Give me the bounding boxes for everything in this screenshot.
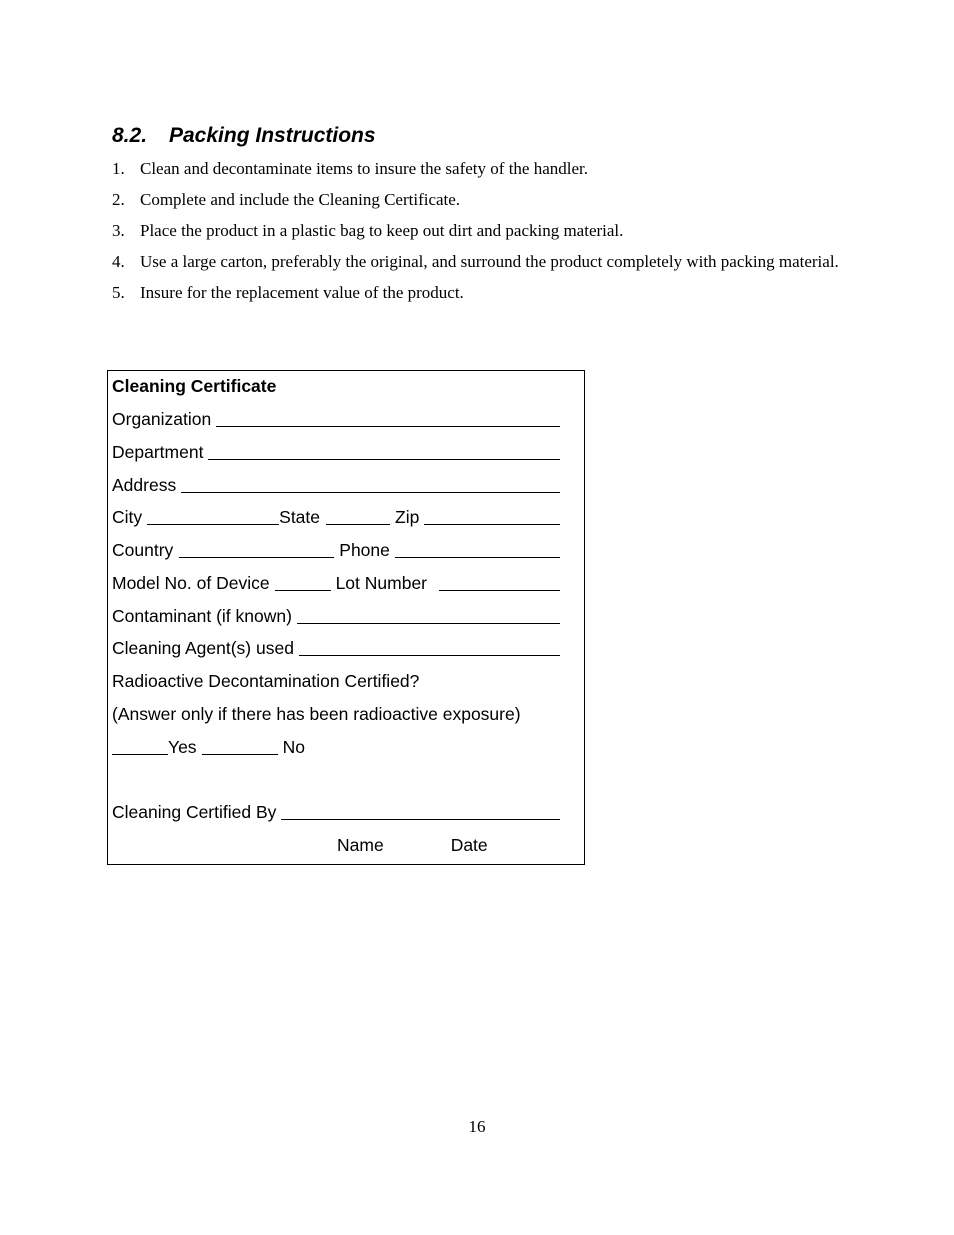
city-state-zip-row [112,504,560,528]
phone-label: Phone [339,540,390,560]
section-number: 8.2. [112,124,148,147]
name-date-row [112,832,560,856]
country-label: Country [112,540,174,560]
country-field[interactable] [179,557,334,558]
yes-field[interactable] [112,754,168,755]
certificate-title: Cleaning Certificate [112,376,277,396]
section-heading [112,123,376,149]
zip-field[interactable] [424,524,560,525]
certified-by-field[interactable] [281,819,560,820]
city-field[interactable] [147,524,279,525]
list-item [112,220,852,242]
step-text: Complete and include the Cleaning Certificate. [140,190,461,209]
no-label: No [282,737,305,757]
list-item [112,189,852,211]
organization-label: Organization [112,409,212,429]
cleaning-agents-field[interactable] [299,655,560,656]
organization-row [112,406,560,430]
state-label: State [279,507,321,527]
step-text: Clean and decontaminate items to insure the safety of the handler. [140,159,588,178]
state-field[interactable] [326,524,390,525]
model-number-label: Model No. of Device [112,573,270,593]
name-caption: Name [337,835,384,855]
model-number-field[interactable] [275,590,331,591]
department-row [112,439,560,463]
certificate-title-row [112,373,560,397]
yes-no-row [112,734,560,758]
country-phone-row [112,537,560,561]
list-item [112,282,852,304]
list-item [112,251,852,273]
contaminant-row [112,603,560,627]
yes-label: Yes [168,737,197,757]
step-number: 3. [112,221,125,240]
contaminant-field[interactable] [297,623,560,624]
packing-steps-list [112,158,852,304]
section-title: Packing Instructions [169,124,376,147]
model-lot-row [112,570,560,594]
step-text: Use a large carton, preferably the original, and surround the product completely with packing material. [140,252,839,271]
step-text: Insure for the replacement value of the product. [140,283,464,302]
certified-by-label: Cleaning Certified By [112,802,277,822]
cleaning-agents-row [112,635,560,659]
step-number: 4. [112,252,125,271]
department-label: Department [112,442,204,462]
step-number: 5. [112,283,125,302]
step-number: 2. [112,190,125,209]
date-caption: Date [450,835,488,855]
organization-field[interactable] [216,426,560,427]
list-item [112,158,852,180]
address-label: Address [112,475,177,495]
step-number: 1. [112,159,125,178]
radioactive-note-row [112,701,560,725]
cleaning-agents-label: Cleaning Agent(s) used [112,638,294,658]
radioactive-question: Radioactive Decontamination Certified? [112,671,420,691]
step-text: Place the product in a plastic bag to keep out dirt and packing material. [140,221,624,240]
certified-by-row [112,799,560,823]
address-field[interactable] [181,492,560,493]
radioactive-question-row [112,668,560,692]
page-number: 16 [468,1117,486,1136]
contaminant-label: Contaminant (if known) [112,606,292,626]
phone-field[interactable] [395,557,560,558]
department-field[interactable] [208,459,560,460]
radioactive-note: (Answer only if there has been radioactive exposure) [112,704,521,724]
cleaning-certificate-form [107,370,585,865]
no-field[interactable] [202,754,278,755]
zip-label: Zip [395,507,420,527]
lot-number-label: Lot Number [335,573,428,593]
address-row [112,472,560,496]
city-label: City [112,507,143,527]
lot-number-field[interactable] [439,590,560,591]
